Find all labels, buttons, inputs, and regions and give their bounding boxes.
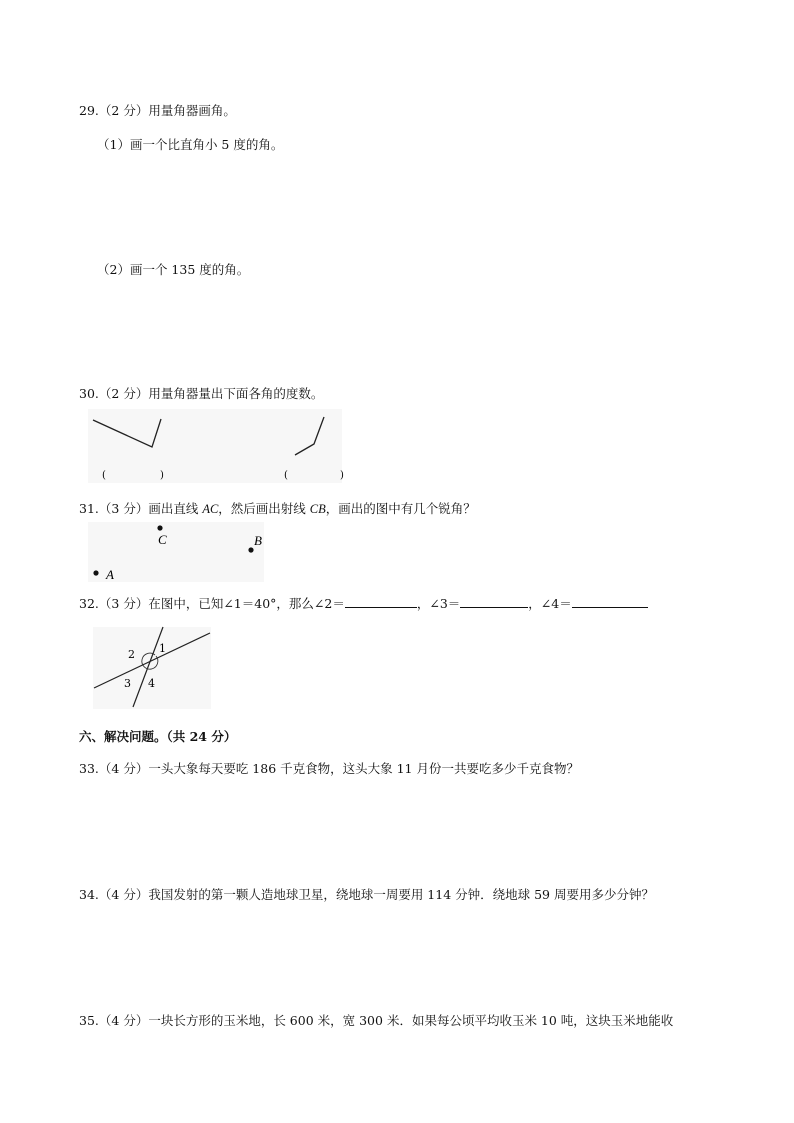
- question-score: （3 分）: [98, 501, 149, 516]
- angle-2-answer-paren-close: ): [340, 470, 344, 481]
- question-33: [79, 759, 579, 777]
- angle-4-answer-blank[interactable]: [572, 595, 648, 608]
- question-29: [79, 101, 236, 119]
- angle-1-answer-paren-open: (: [102, 470, 106, 481]
- angle-figures: [88, 409, 342, 483]
- point-b: [248, 547, 253, 552]
- question-text: 我国发射的第一颗人造地球卫星，绕地球一周要用 114 分钟．绕地球 59 周要用多少分钟？: [148, 887, 654, 902]
- question-text: ，画出的图中有几个锐角？: [325, 501, 476, 516]
- point-b-label: B: [254, 533, 262, 548]
- angle-3-answer-blank[interactable]: [460, 595, 528, 608]
- angle-figures-svg: [88, 409, 342, 483]
- point-a: [93, 570, 98, 575]
- point-c: [157, 525, 162, 530]
- intersecting-lines-figure: [93, 627, 211, 709]
- question-number: 29.: [79, 103, 99, 118]
- question-score: （2 分）: [98, 386, 149, 401]
- question-score: （2 分）: [98, 103, 149, 118]
- question-score: （4 分）: [98, 887, 149, 902]
- question-29-sub-2: （2）画一个 135 度的角。: [97, 262, 250, 277]
- angle-label-4: 4: [148, 677, 155, 690]
- question-text: 用量角器量出下面各角的度数。: [148, 386, 324, 401]
- question-number: 35.: [79, 1013, 99, 1028]
- section-6-title: 六、解决问题。（共 24 分）: [79, 729, 237, 744]
- intersecting-lines-svg: [93, 627, 211, 709]
- points-figure: [88, 522, 264, 582]
- question-score: （4 分）: [98, 761, 149, 776]
- line-ac-label: AC: [202, 502, 219, 516]
- point-a-label: A: [106, 567, 114, 582]
- question-text: 用量角器画角。: [148, 103, 236, 118]
- question-32: [79, 594, 648, 612]
- question-score: （3 分）: [98, 596, 149, 611]
- angle-label-3: 3: [124, 677, 131, 690]
- angle-1-lines: [93, 419, 161, 447]
- question-text: ，∠4＝: [528, 596, 572, 611]
- question-number: 30.: [79, 386, 99, 401]
- question-29-sub-1: （1）画一个比直角小 5 度的角。: [97, 137, 284, 152]
- question-text: ，∠3＝: [416, 596, 461, 611]
- points-figure-svg: [88, 522, 264, 582]
- ray-cb-label: CB: [309, 502, 326, 516]
- question-text: 一头大象每天要吃 186 千克食物，这头大象 11 月份一共要吃多少千克食物？: [148, 761, 579, 776]
- angle-2-lines: [295, 417, 324, 455]
- angle-label-2: 2: [128, 648, 135, 661]
- angle-1-answer-paren-close: ): [160, 470, 164, 481]
- question-35: [79, 1011, 673, 1029]
- question-30: [79, 384, 323, 402]
- angle-label-1: 1: [159, 642, 166, 655]
- question-number: 33.: [79, 761, 99, 776]
- question-text: ，然后画出射线: [218, 501, 310, 516]
- point-c-label: C: [158, 532, 167, 547]
- question-text: 在图中，已知∠1＝40°，那么∠2＝: [148, 596, 345, 611]
- angle-2-answer-blank[interactable]: [345, 595, 417, 608]
- question-text: 画出直线: [148, 501, 203, 516]
- question-text: 一块长方形的玉米地，长 600 米，宽 300 米．如果每公顷平均收玉米 10 吨，这块玉米地能收: [148, 1013, 674, 1028]
- angle-2-answer-paren-open: (: [284, 470, 288, 481]
- question-number: 31.: [79, 501, 99, 516]
- question-31: [79, 499, 476, 517]
- question-score: （4 分）: [98, 1013, 149, 1028]
- question-number: 32.: [79, 596, 99, 611]
- question-34: [79, 885, 654, 903]
- question-number: 34.: [79, 887, 99, 902]
